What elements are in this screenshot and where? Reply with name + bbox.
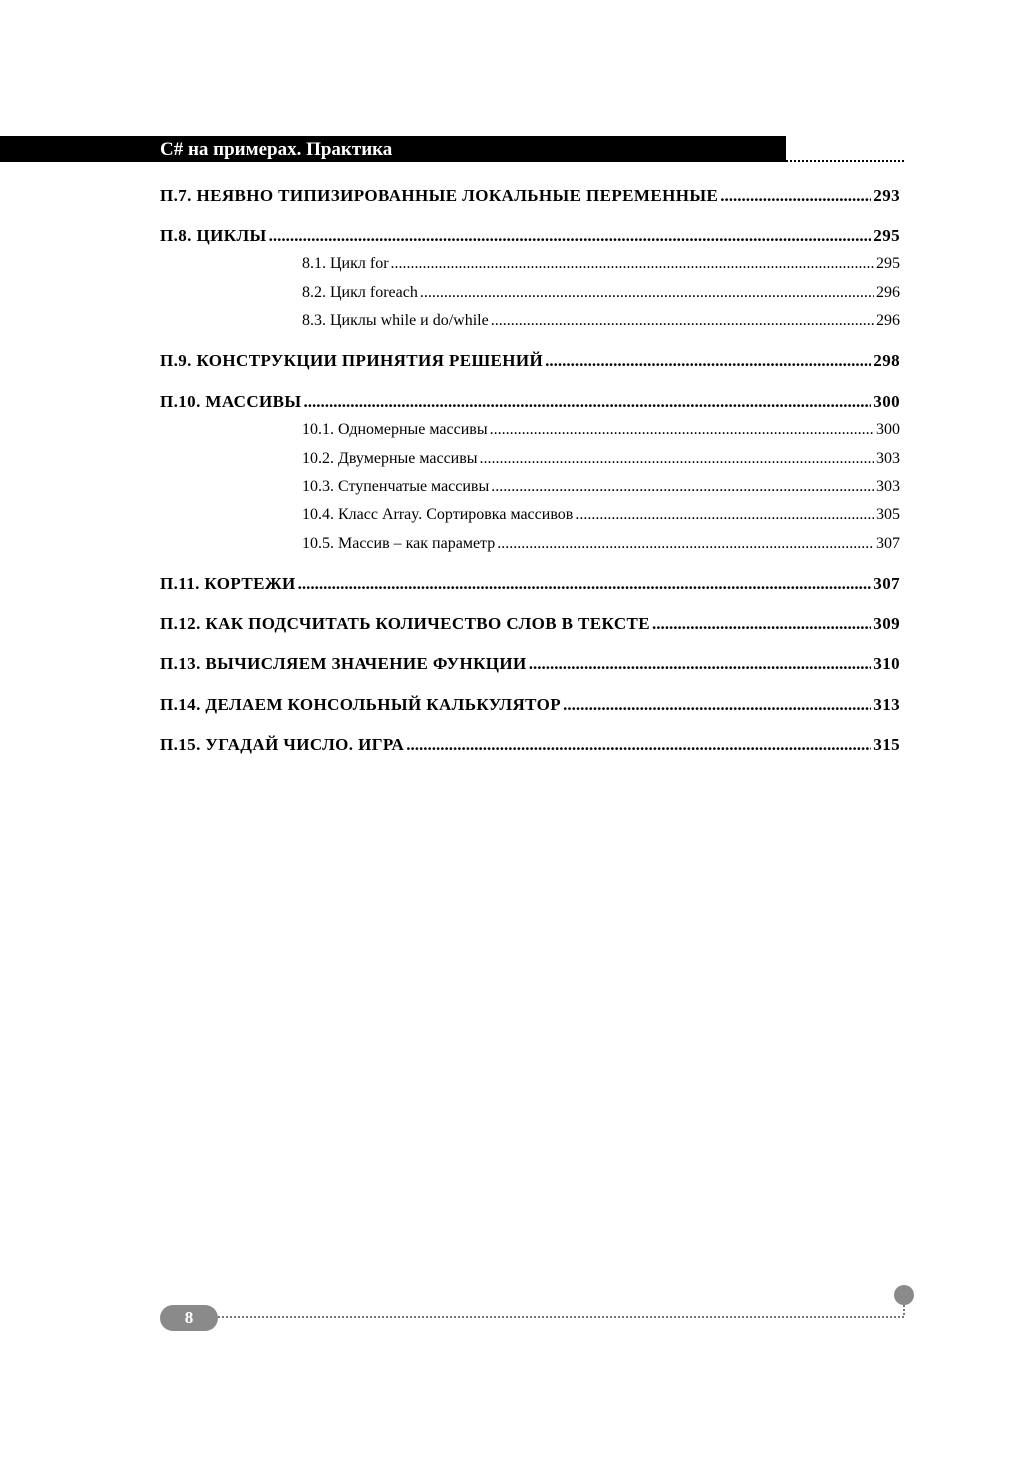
toc-entry-title: 10.5. Массив – как параметр (302, 535, 496, 552)
toc-entry-section[interactable] (302, 503, 900, 527)
page-number-badge (160, 1305, 218, 1331)
toc-entry-title: П.14. ДЕЛАЕМ КОНСОЛЬНЫЙ КАЛЬКУЛЯТОР (160, 695, 562, 714)
toc-dot-leader (420, 281, 874, 305)
toc-dot-leader (303, 390, 871, 414)
toc-entry-chapter[interactable] (160, 612, 900, 636)
toc-entry-title: 10.4. Класс Array. Сортировка массивов (302, 506, 574, 523)
toc-entry-title: П.9. КОНСТРУКЦИИ ПРИНЯТИЯ РЕШЕНИЙ (160, 351, 544, 370)
toc-dot-leader (497, 532, 874, 556)
toc-entry-title: 10.2. Двумерные массивы (302, 450, 478, 467)
toc-entry-page: 303 (876, 450, 900, 467)
toc-entry-title: П.10. МАССИВЫ (160, 392, 302, 411)
toc-entry-chapter[interactable] (160, 349, 900, 373)
running-header-title: C# на примерах. Практика (160, 139, 393, 160)
toc-dot-leader (529, 652, 872, 676)
toc-entry-page: 307 (873, 574, 900, 593)
toc-entry-section[interactable] (302, 418, 900, 442)
toc-entry-page: 298 (873, 351, 900, 370)
toc-entry-title: 8.3. Циклы while и do/while (302, 312, 489, 329)
toc-dot-leader (545, 349, 871, 373)
toc-dot-leader (298, 572, 872, 596)
header-bar (0, 136, 786, 162)
toc-entry-section[interactable] (302, 281, 900, 305)
toc-entry-page: 296 (876, 284, 900, 301)
footer-dotted-tick (903, 1305, 907, 1315)
toc-entry-title: П.8. ЦИКЛЫ (160, 226, 267, 245)
header-dotted-rule (786, 160, 904, 162)
toc-entry-title: П.12. КАК ПОДСЧИТАТЬ КОЛИЧЕСТВО СЛОВ В ТЕКСТЕ (160, 614, 650, 633)
toc-entry-chapter[interactable] (160, 693, 900, 717)
toc-entry-chapter[interactable] (160, 572, 900, 596)
toc-dot-leader (480, 447, 874, 471)
toc-entry-chapter[interactable] (160, 733, 900, 757)
footer-circle-ornament (894, 1285, 914, 1305)
toc-dot-leader (391, 252, 874, 276)
toc-entry-page: 303 (876, 478, 900, 495)
toc-entry-page: 300 (873, 392, 900, 411)
toc-entry-page: 310 (873, 654, 900, 673)
toc-entry-chapter[interactable] (160, 390, 900, 414)
toc-entry-section[interactable] (302, 309, 900, 333)
toc-entry-title: 10.3. Ступенчатые массивы (302, 478, 490, 495)
toc-entry-page: 293 (873, 186, 900, 205)
toc-entry-chapter[interactable] (160, 184, 900, 208)
toc-entry-page: 295 (876, 255, 900, 272)
toc-entry-title: 8.2. Цикл foreach (302, 284, 418, 301)
toc-dot-leader (491, 475, 874, 499)
toc-entry-page: 309 (873, 614, 900, 633)
toc-entry-title: П.7. НЕЯВНО ТИПИЗИРОВАННЫЕ ЛОКАЛЬНЫЕ ПЕРЕМЕННЫЕ (160, 186, 719, 205)
toc-dot-leader (490, 418, 874, 442)
toc-entry-page: 315 (873, 735, 900, 754)
toc-entry-title: П.11. КОРТЕЖИ (160, 574, 296, 593)
toc-dot-leader (720, 184, 871, 208)
toc-dot-leader (491, 309, 874, 333)
toc-entry-chapter[interactable] (160, 652, 900, 676)
toc-entry-page: 296 (876, 312, 900, 329)
toc-dot-leader (269, 224, 872, 248)
toc-entry-page: 305 (876, 506, 900, 523)
toc-entry-page: 313 (873, 695, 900, 714)
toc-entry-title: 8.1. Цикл for (302, 255, 389, 272)
toc-entry-title: 10.1. Одномерные массивы (302, 421, 488, 438)
page-number: 8 (184, 1308, 194, 1327)
toc-dot-leader (652, 612, 871, 636)
toc-entry-title: П.13. ВЫЧИСЛЯЕМ ЗНАЧЕНИЕ ФУНКЦИИ (160, 654, 527, 673)
toc-entry-page: 295 (873, 226, 900, 245)
toc-dot-leader (575, 503, 874, 527)
toc-entry-section[interactable] (302, 447, 900, 471)
toc-dot-leader (563, 693, 871, 717)
toc-entry-section[interactable] (302, 532, 900, 556)
toc-entry-chapter[interactable] (160, 224, 900, 248)
toc-entry-title: П.15. УГАДАЙ ЧИСЛО. ИГРА (160, 735, 405, 754)
toc-entry-page: 300 (876, 421, 900, 438)
toc-entry-section[interactable] (302, 252, 900, 276)
toc-dot-leader (406, 733, 871, 757)
toc-entry-section[interactable] (302, 475, 900, 499)
toc-entry-page: 307 (876, 535, 900, 552)
footer-dotted-rule (218, 1316, 904, 1318)
